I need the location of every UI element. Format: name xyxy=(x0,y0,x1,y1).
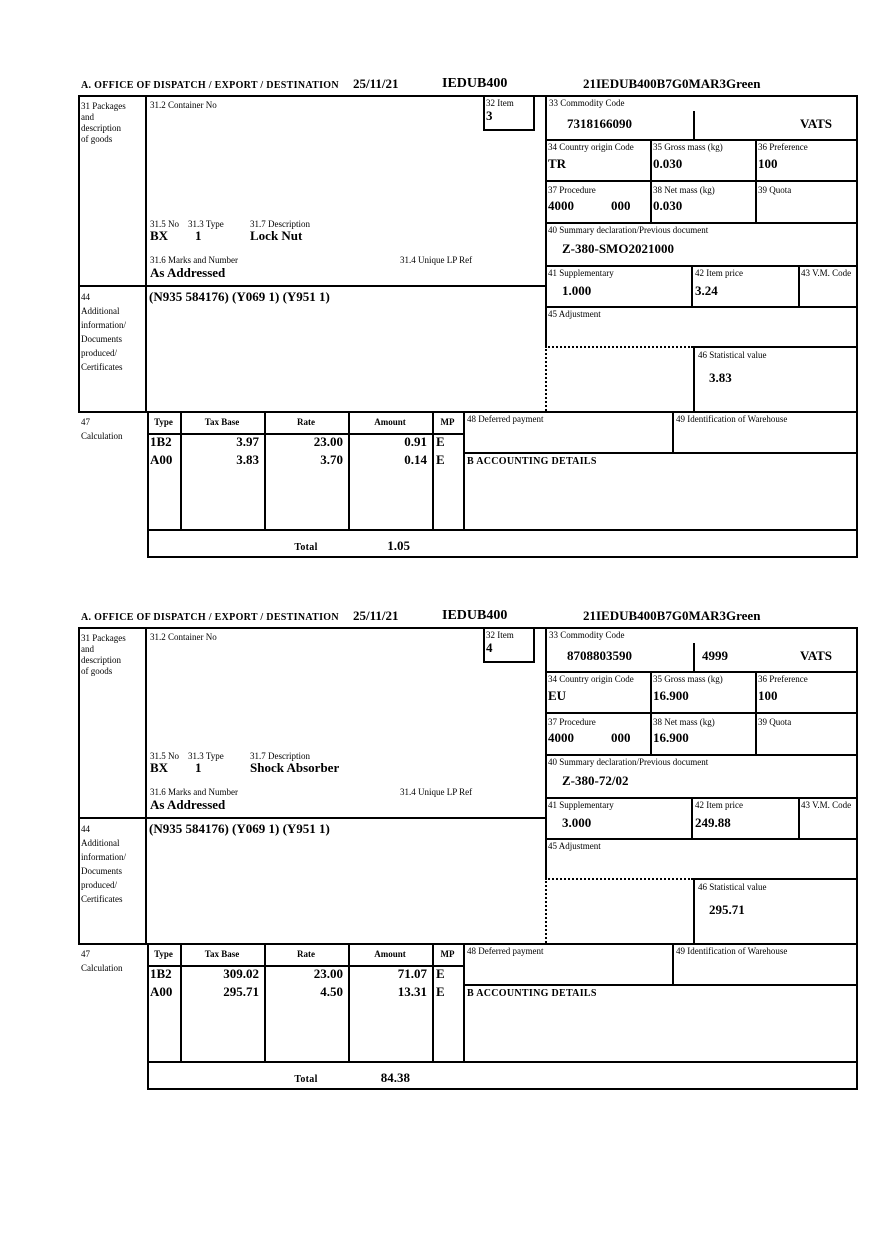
calc-cell-rate: 4.50 xyxy=(320,984,343,999)
calc-col-header-type: Type xyxy=(154,417,173,427)
gross-mass-label: 35 Gross mass (kg) xyxy=(653,674,723,684)
preference-value: 100 xyxy=(758,156,778,171)
gross-mass-value: 0.030 xyxy=(653,156,683,171)
additional-info-line: Documents xyxy=(81,334,122,344)
lp-ref-label: 31.4 Unique LP Ref xyxy=(400,787,473,797)
additional-info-line: information/ xyxy=(81,320,126,330)
packages-label-line: 31 Packages xyxy=(81,101,126,111)
declaration-item-form xyxy=(78,76,858,558)
calc-cell-mp: E xyxy=(436,984,445,999)
calc-cell-amount: 13.31 xyxy=(397,984,427,999)
divider xyxy=(545,306,858,308)
declaration-reference: 21IEDUB400B7G0MAR3Green xyxy=(583,608,761,623)
item-number-label: 32 Item xyxy=(486,98,514,108)
supplementary-value: 1.000 xyxy=(562,283,592,298)
calc-cell-amount: 0.14 xyxy=(404,452,427,467)
documents-value: (N935 584176) (Y069 1) (Y951 1) xyxy=(149,289,330,304)
vm-code-label: 43 V.M. Code xyxy=(801,268,852,278)
total-label: Total xyxy=(294,542,318,553)
procedure-value-1: 4000 xyxy=(548,198,574,213)
commodity-code-label: 33 Commodity Code xyxy=(549,630,625,640)
divider xyxy=(755,671,757,754)
summary-declaration-label: 40 Summary declaration/Previous document xyxy=(548,757,709,767)
divider xyxy=(264,943,266,1061)
calc-cell-taxbase: 309.02 xyxy=(223,966,259,981)
packages-label-line: and xyxy=(81,644,94,654)
calculation-label xyxy=(81,947,123,975)
country-origin-label: 34 Country origin Code xyxy=(548,674,634,684)
additional-info-line: Certificates xyxy=(81,362,123,372)
packages-box-label xyxy=(81,633,126,677)
marks-value: As Addressed xyxy=(150,265,226,280)
declaration-reference: 21IEDUB400B7G0MAR3Green xyxy=(583,76,761,91)
divider xyxy=(650,139,652,222)
packages-label-line: of goods xyxy=(81,666,113,676)
divider xyxy=(693,346,695,411)
adjustment-label: 45 Adjustment xyxy=(548,841,601,851)
net-mass-label: 38 Net mass (kg) xyxy=(653,185,715,195)
item-price-value: 249.88 xyxy=(695,815,731,830)
commodity-code-label: 33 Commodity Code xyxy=(549,98,625,108)
calc-cell-amount: 71.07 xyxy=(397,966,427,981)
divider xyxy=(432,943,434,1061)
divider xyxy=(483,129,535,131)
item-price-label: 42 Item price xyxy=(695,268,743,278)
calc-col-header-type: Type xyxy=(154,949,173,959)
gross-mass-value: 16.900 xyxy=(653,688,689,703)
divider xyxy=(693,878,695,943)
marks-label: 31.6 Marks and Number xyxy=(150,255,238,265)
divider xyxy=(348,411,350,529)
divider xyxy=(463,452,858,454)
divider xyxy=(545,754,858,756)
calculation-label-line: Calculation xyxy=(81,431,123,441)
calc-cell-taxbase: 3.97 xyxy=(236,434,259,449)
calc-cell-taxbase: 295.71 xyxy=(223,984,259,999)
additional-info-line: Documents xyxy=(81,866,122,876)
divider xyxy=(545,95,547,346)
calc-cell-taxbase: 3.83 xyxy=(236,452,259,467)
procedure-value-2: 000 xyxy=(611,198,631,213)
office-code: IEDUB400 xyxy=(442,76,508,91)
divider xyxy=(650,671,652,754)
calc-cell-amount: 0.91 xyxy=(404,434,427,449)
summary-declaration-value: Z-380-SMO2021000 xyxy=(562,241,674,256)
package-description-value: Shock Absorber xyxy=(250,760,340,775)
calculation-label-line: 47 xyxy=(81,417,90,427)
preference-label: 36 Preference xyxy=(758,674,808,684)
packages-label-line: 31 Packages xyxy=(81,633,126,643)
calc-cell-type: A00 xyxy=(150,984,173,999)
net-mass-value: 16.900 xyxy=(653,730,689,745)
calc-cell-type: 1B2 xyxy=(150,966,172,981)
divider xyxy=(755,139,757,222)
divider xyxy=(693,111,695,139)
calc-cell-type: 1B2 xyxy=(150,434,172,449)
additional-info-line: 44 xyxy=(81,292,90,302)
calc-col-header-amount: Amount xyxy=(374,949,406,959)
divider xyxy=(147,1088,858,1090)
divider xyxy=(78,95,80,411)
divider xyxy=(348,943,350,1061)
calc-cell-rate: 3.70 xyxy=(320,452,343,467)
calc-col-header-mp: MP xyxy=(440,417,455,427)
calc-col-header-taxbase: Tax Base xyxy=(204,949,240,959)
declaration-date: 25/11/21 xyxy=(353,608,399,623)
additional-info-line: Certificates xyxy=(81,894,123,904)
divider xyxy=(545,712,858,714)
divider xyxy=(483,661,535,663)
net-mass-label: 38 Net mass (kg) xyxy=(653,717,715,727)
divider xyxy=(672,411,674,452)
gross-mass-label: 35 Gross mass (kg) xyxy=(653,142,723,152)
dotted-divider xyxy=(545,878,547,943)
preference-value: 100 xyxy=(758,688,778,703)
deferred-payment-label: 48 Deferred payment xyxy=(467,946,544,956)
office-code: IEDUB400 xyxy=(442,608,508,623)
calc-col-header-mp: MP xyxy=(440,949,455,959)
packages-label-line: description xyxy=(81,123,121,133)
total-value: 84.38 xyxy=(380,1070,410,1085)
divider xyxy=(693,346,858,348)
additional-info-line: 44 xyxy=(81,824,90,834)
package-no-value: BX xyxy=(150,760,169,775)
lp-ref-label: 31.4 Unique LP Ref xyxy=(400,255,473,265)
statistical-value-label: 46 Statistical value xyxy=(698,882,767,892)
divider xyxy=(147,529,858,531)
office-of-dispatch-label: A. OFFICE OF DISPATCH / EXPORT / DESTINATION xyxy=(81,80,339,91)
divider xyxy=(545,180,858,182)
divider xyxy=(145,627,147,943)
divider xyxy=(145,95,147,411)
calc-cell-mp: E xyxy=(436,966,445,981)
package-no-value: BX xyxy=(150,228,169,243)
vm-code-label: 43 V.M. Code xyxy=(801,800,852,810)
procedure-value-2: 000 xyxy=(611,730,631,745)
procedure-label: 37 Procedure xyxy=(548,185,596,195)
total-label: Total xyxy=(294,1074,318,1085)
country-origin-label: 34 Country origin Code xyxy=(548,142,634,152)
additional-info-label xyxy=(81,290,126,374)
calc-cell-rate: 23.00 xyxy=(313,434,343,449)
vat-code-value: VATS xyxy=(800,648,833,663)
packages-label-line: description xyxy=(81,655,121,665)
packages-label-line: of goods xyxy=(81,134,113,144)
item-price-value: 3.24 xyxy=(695,283,718,298)
divider xyxy=(180,943,182,1061)
declaration-date: 25/11/21 xyxy=(353,76,399,91)
marks-value: As Addressed xyxy=(150,797,226,812)
quota-label: 39 Quota xyxy=(758,717,792,727)
country-origin-value: EU xyxy=(548,688,567,703)
packages-label-line: and xyxy=(81,112,94,122)
divider xyxy=(78,627,80,943)
statistical-value-label: 46 Statistical value xyxy=(698,350,767,360)
divider xyxy=(545,797,858,799)
summary-declaration-label: 40 Summary declaration/Previous document xyxy=(548,225,709,235)
divider xyxy=(798,797,800,838)
preference-label: 36 Preference xyxy=(758,142,808,152)
divider xyxy=(545,139,858,141)
divider xyxy=(180,411,182,529)
calculation-label-line: 47 xyxy=(81,949,90,959)
container-no-label: 31.2 Container No xyxy=(150,100,217,110)
calc-col-header-rate: Rate xyxy=(297,417,315,427)
procedure-value-1: 4000 xyxy=(548,730,574,745)
divider xyxy=(856,627,858,1090)
additional-info-label xyxy=(81,822,126,906)
item-price-label: 42 Item price xyxy=(695,800,743,810)
warehouse-label: 49 Identification of Warehouse xyxy=(676,946,788,956)
package-type-value: 1 xyxy=(195,760,202,775)
accounting-details-label: B ACCOUNTING DETAILS xyxy=(467,456,597,467)
divider xyxy=(78,411,858,413)
divider xyxy=(78,285,545,287)
divider xyxy=(147,411,149,558)
divider xyxy=(691,797,693,838)
net-mass-value: 0.030 xyxy=(653,198,683,213)
documents-value: (N935 584176) (Y069 1) (Y951 1) xyxy=(149,821,330,836)
calc-col-header-amount: Amount xyxy=(374,417,406,427)
total-value: 1.05 xyxy=(387,538,410,553)
calc-cell-mp: E xyxy=(436,452,445,467)
calc-cell-rate: 23.00 xyxy=(313,966,343,981)
item-number-value: 4 xyxy=(486,640,493,655)
divider xyxy=(691,265,693,306)
divider xyxy=(545,671,858,673)
divider xyxy=(147,556,858,558)
divider xyxy=(545,627,547,878)
divider xyxy=(545,838,858,840)
calc-cell-type: A00 xyxy=(150,452,173,467)
accounting-details-label: B ACCOUNTING DETAILS xyxy=(467,988,597,999)
item-number-label: 32 Item xyxy=(486,630,514,640)
divider xyxy=(147,943,149,1090)
procedure-label: 37 Procedure xyxy=(548,717,596,727)
divider xyxy=(856,95,858,558)
statistical-value: 295.71 xyxy=(709,902,745,917)
divider xyxy=(463,943,465,1061)
divider xyxy=(545,265,858,267)
package-description-value: Lock Nut xyxy=(250,228,303,243)
divider xyxy=(78,95,858,97)
marks-label: 31.6 Marks and Number xyxy=(150,787,238,797)
divider xyxy=(693,878,858,880)
divider xyxy=(672,943,674,984)
divider xyxy=(533,95,535,129)
deferred-payment-label: 48 Deferred payment xyxy=(467,414,544,424)
divider xyxy=(147,1061,858,1063)
additional-info-line: produced/ xyxy=(81,348,117,358)
divider xyxy=(533,627,535,661)
divider xyxy=(264,411,266,529)
additional-info-line: information/ xyxy=(81,852,126,862)
packages-box-label xyxy=(81,101,126,145)
country-origin-value: TR xyxy=(548,156,567,171)
warehouse-label: 49 Identification of Warehouse xyxy=(676,414,788,424)
additional-info-line: produced/ xyxy=(81,880,117,890)
item-number-value: 3 xyxy=(486,108,493,123)
package-type-value: 1 xyxy=(195,228,202,243)
office-of-dispatch-label: A. OFFICE OF DISPATCH / EXPORT / DESTINATION xyxy=(81,612,339,623)
commodity-code-value: 8708803590 xyxy=(567,648,632,663)
package-no-label: 31.5 No xyxy=(150,219,179,229)
summary-declaration-value: Z-380-72/02 xyxy=(562,773,629,788)
divider xyxy=(463,411,465,529)
calculation-label xyxy=(81,415,123,443)
package-description-label: 31.7 Description xyxy=(250,219,310,229)
divider xyxy=(78,817,545,819)
package-type-label: 31.3 Type xyxy=(188,219,224,229)
package-description-label: 31.7 Description xyxy=(250,751,310,761)
dotted-divider xyxy=(545,346,693,348)
supplementary-value: 3.000 xyxy=(562,815,592,830)
package-type-label: 31.3 Type xyxy=(188,751,224,761)
supplementary-label: 41 Supplementary xyxy=(548,800,614,810)
quota-label: 39 Quota xyxy=(758,185,792,195)
divider xyxy=(483,95,485,129)
additional-info-line: Additional xyxy=(81,306,120,316)
container-no-label: 31.2 Container No xyxy=(150,632,217,642)
divider xyxy=(545,222,858,224)
divider xyxy=(432,411,434,529)
calculation-label-line: Calculation xyxy=(81,963,123,973)
calc-cell-mp: E xyxy=(436,434,445,449)
commodity-code-value: 7318166090 xyxy=(567,116,632,131)
divider xyxy=(463,984,858,986)
supplementary-label: 41 Supplementary xyxy=(548,268,614,278)
commodity-extra-value: 4999 xyxy=(702,648,728,663)
declaration-item-form xyxy=(78,608,858,1090)
divider xyxy=(693,643,695,671)
dotted-divider xyxy=(545,346,547,411)
calc-col-header-rate: Rate xyxy=(297,949,315,959)
divider xyxy=(483,627,485,661)
dotted-divider xyxy=(545,878,693,880)
vat-code-value: VATS xyxy=(800,116,833,131)
divider xyxy=(798,265,800,306)
additional-info-line: Additional xyxy=(81,838,120,848)
package-no-label: 31.5 No xyxy=(150,751,179,761)
adjustment-label: 45 Adjustment xyxy=(548,309,601,319)
calc-col-header-taxbase: Tax Base xyxy=(204,417,240,427)
divider xyxy=(78,943,858,945)
divider xyxy=(78,627,858,629)
statistical-value: 3.83 xyxy=(709,370,732,385)
